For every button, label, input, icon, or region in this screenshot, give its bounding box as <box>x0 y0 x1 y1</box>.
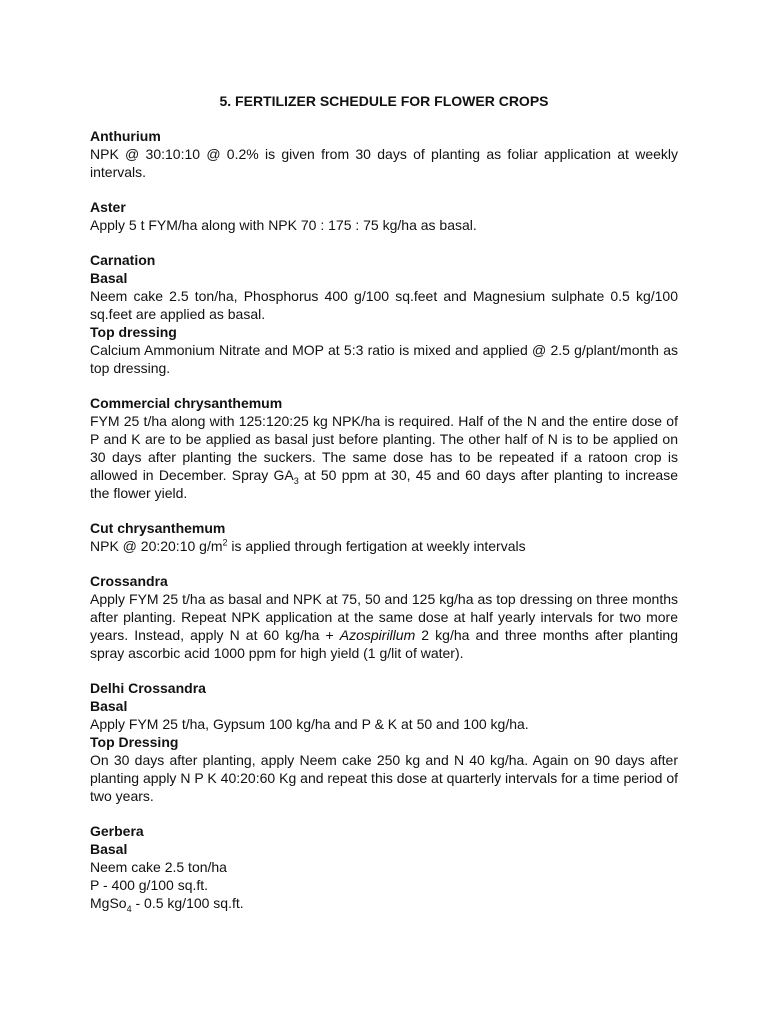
heading-crossandra: Crossandra <box>90 573 168 589</box>
subheading-gerbera-basal: Basal <box>90 841 128 857</box>
text-part: FYM 25 t/ha along with 125:120:25 kg NPK/ha is required. Half of the N and the entire dose of P and K are to be applied as basal just before planting. The other half of N is to be applied on 30 days after planting the suckers. The same dose has to be repeated if a ratoon crop is allowed in December. Spray GA <box>90 413 678 483</box>
text-aster: Apply 5 t FYM/ha along with NPK 70 : 175 : 75 kg/ha as basal. <box>90 217 477 233</box>
heading-cut-chrysanthemum: Cut chrysanthemum <box>90 520 226 536</box>
text-part: is applied through fertigation at weekly intervals <box>227 538 526 554</box>
text-part: NPK @ 20:20:10 g/m <box>90 538 223 554</box>
subheading-delhi-crossandra-basal: Basal <box>90 698 128 714</box>
section-crossandra <box>90 572 678 662</box>
text-part: MgSo <box>90 895 127 911</box>
gerbera-line-neem-cake: Neem cake 2.5 ton/ha <box>90 859 227 875</box>
section-carnation <box>90 251 678 377</box>
heading-delhi-crossandra: Delhi Crossandra <box>90 680 206 696</box>
heading-gerbera: Gerbera <box>90 823 144 839</box>
text-commercial-chrysanthemum <box>90 412 678 502</box>
subheading-carnation-top-dressing: Top dressing <box>90 324 177 340</box>
section-gerbera <box>90 822 678 912</box>
subheading-delhi-crossandra-top-dressing: Top Dressing <box>90 734 179 750</box>
text-part: at 50 ppm at 30, 45 and 60 days after planting to increase the flower yield. <box>90 467 678 501</box>
text-delhi-crossandra-basal: Apply FYM 25 t/ha, Gypsum 100 kg/ha and P & K at 50 and 100 kg/ha. <box>90 716 529 732</box>
text-part: Apply FYM 25 t/ha as basal and NPK at 75, 50 and 125 kg/ha as top dressing on three months after planting. Repeat NPK application at the same dose at half yearly intervals for two more years. Instead, apply N at 60 kg/ha + <box>90 591 678 643</box>
subscript: 3 <box>293 475 299 486</box>
text-part: - 0.5 kg/100 sq.ft. <box>131 895 244 911</box>
text-carnation-top-dressing: Calcium Ammonium Nitrate and MOP at 5:3 ratio is mixed and applied @ 2.5 g/plant/month as top dressing. <box>90 342 678 376</box>
italic-term: Azospirillum <box>339 627 416 643</box>
page-title: 5. FERTILIZER SCHEDULE FOR FLOWER CROPS <box>219 93 549 109</box>
section-anthurium <box>90 127 678 181</box>
section-commercial-chrysanthemum <box>90 394 678 502</box>
gerbera-line-mgso4 <box>90 894 678 912</box>
heading-commercial-chrysanthemum: Commercial chrysanthemum <box>90 395 283 411</box>
section-cut-chrysanthemum <box>90 519 678 555</box>
gerbera-line-phosphorus: P - 400 g/100 sq.ft. <box>90 877 209 893</box>
text-part: 2 kg/ha and three months after planting spray ascorbic acid 1000 ppm for high yield (1 g/lit of water). <box>90 627 678 661</box>
text-crossandra <box>90 590 678 662</box>
heading-carnation: Carnation <box>90 252 156 268</box>
section-delhi-crossandra <box>90 679 678 805</box>
section-aster <box>90 198 678 234</box>
heading-anthurium: Anthurium <box>90 128 161 144</box>
heading-aster: Aster <box>90 199 126 215</box>
subheading-carnation-basal: Basal <box>90 270 128 286</box>
text-delhi-crossandra-top-dressing: On 30 days after planting, apply Neem cake 250 kg and N 40 kg/ha. Again on 90 days after planting apply N P K 40:20:60 Kg and repeat this dose at quarterly intervals for a time period of two years. <box>90 752 678 804</box>
text-anthurium: NPK @ 30:10:10 @ 0.2% is given from 30 days of planting as foliar application at weekly intervals. <box>90 146 678 180</box>
text-carnation-basal: Neem cake 2.5 ton/ha, Phosphorus 400 g/100 sq.feet and Magnesium sulphate 0.5 kg/100 sq.feet are applied as basal. <box>90 288 678 322</box>
superscript: 2 <box>222 537 228 548</box>
subscript: 4 <box>126 903 132 914</box>
text-cut-chrysanthemum <box>90 537 678 555</box>
